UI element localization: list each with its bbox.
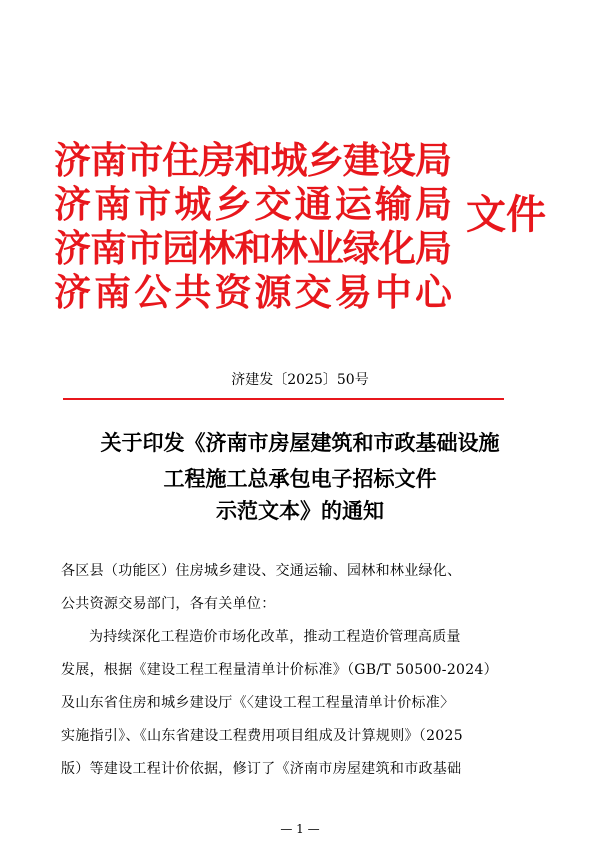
document-title-line-3: 示范文本》的通知 — [216, 498, 384, 523]
paragraph-line-2: 发展，根据《建设工程工程量清单计价标准》（GB/T 50500-2024） — [61, 662, 498, 678]
paragraph-line-4: 实施指引》、《山东省建设工程费用项目组成及计算规则》（2025 — [61, 728, 463, 744]
masthead-suffix: 文件 — [466, 191, 546, 238]
paragraph-line-3: 及山东省住房和城乡建设厅《〈建设工程工程量清单计价标准〉 — [61, 695, 455, 711]
paragraph-line-1: 为持续深化工程造价市场化改革，推动工程造价管理高质量 — [89, 629, 461, 645]
document-title-line-1: 关于印发《济南市房屋建筑和市政基础设施 — [100, 430, 500, 455]
document-number: 济建发〔2025〕50号 — [231, 372, 369, 388]
document-title-line-2: 工程施工总承包电子招标文件 — [163, 466, 437, 491]
red-divider-line — [63, 398, 504, 400]
agency-name-transport: 济南市城乡交通运输局 — [54, 182, 456, 226]
paragraph-line-5: 版）等建设工程计价依据，修订了《济南市房屋建筑和市政基础 — [61, 761, 462, 777]
agency-name-landscape: 济南市园林和林业绿化局 — [54, 226, 452, 270]
addressee-line-1: 各区县（功能区）住房城乡建设、交通运输、园林和林业绿化、 — [61, 563, 462, 579]
addressee-line-2: 公共资源交易部门，各有关单位： — [61, 596, 276, 612]
agency-name-housing: 济南市住房和城乡建设局 — [54, 138, 452, 182]
page-number: — 1 — — [280, 822, 320, 836]
agency-name-trading-center: 济南公共资源交易中心 — [54, 270, 456, 314]
